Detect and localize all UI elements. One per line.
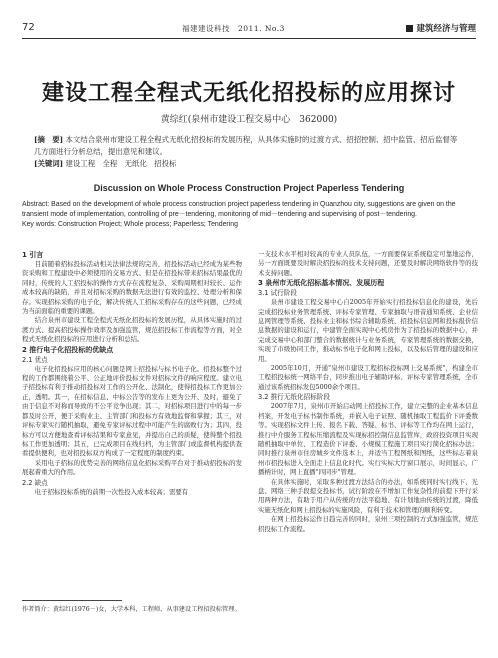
- abstract-label: [摘 要]: [34, 135, 64, 144]
- author-footnote: 作者简介：黄综红(1976－)女，大学本科，工程师，从事建设工程招投标管理。: [22, 606, 241, 613]
- subsection-heading: 2.1 优点: [22, 355, 48, 364]
- body-paragraph: 目前随着招标投标活动相关法律法规的完善，招投标活动已经成为某些物资采购和工程建设中必须使用的交易方式。但是在招投标带来招标结果最优的同时，传统的人工招投标的操作方式存在流程复杂、采购周期相对较长、运作成本较高的缺陷，并且对招标采购的数据无法进行有效的监控、处理分析和保存。实现招标采购的电子化，解决传统人工招标采购存在的这些问题，已经成为当前面临的重要的课题。: [22, 260, 242, 316]
- section-heading: 2 推行电子化招投标的优缺点: [22, 345, 114, 354]
- body-paragraph: 电子化招投标应用的核心问题是网上招投标与标书电子化。招投标整个过程的工作都围绕着公平、公正地评价投标文件对招标文件的响应程度。建立电子招投标有利于推动招投标对工作的公开化、法制化，使得招投标工作更加公正，透明。其一，在招标信息、中标公告等的发布上更为公开、及时，避免了由于信息不对称而导致的不公平竞争出现；其二，对招标项目进行中的每一步都及时公开，便于采购业主、主管部门和投标方有效地监督和掌握；其三，对评标专家实行随机抽取，避免专家评标过程中可能产生的腐败行为；其四，投标方可以方便地查看评标结果和专家意见，并提出自己的质疑，使得整个招投标工作更加透明；其五，已完成项目在线归档，为主管部门或监督机构提供查看提供便利，也对招投标双方构成了一定程度的制度约束。: [22, 364, 242, 458]
- english-keywords-label: Key words:: [22, 221, 57, 228]
- body-paragraph: 在网上招投标运作日趋完善的同时，泉州三项控制的方式加强监管，规范招投标工作流程。: [258, 515, 478, 533]
- section-heading: 1 引言: [22, 251, 44, 259]
- body-columns: [22, 250, 478, 630]
- english-title: Discussion on Whole Process Construction Project Paperless Tendering: [93, 183, 405, 193]
- english-abstract-paragraph: [22, 200, 476, 220]
- english-abstract-label: Abstract:: [22, 201, 50, 208]
- body-paragraph: 泉州市建设工程交易中心自2005年开始实行招投标信息化的建设，先后完成招投标业务管理系统、评标专家管理、专家抽取与语音通知系统、企业信息网管理等系统、投标业主和标书综合辅助系统、招投标信息网和投标报价信息数据的建设和运行，中建管全面实现中心机房作为了招投标的数据中心，并完成交易中心和部门整合的数据统计与业务系统，专家管理系统的数据交换，实现了市级协同工作，推动标书电子化和网上投标，以及标后管理的建设和应用。: [258, 298, 478, 363]
- page-number: 72: [22, 22, 35, 33]
- running-header: [22, 20, 476, 36]
- body-paragraph: 采用电子招标的优势完善的网络信息化招标采购平台对于推动招投标的发展起着重大的作用。: [22, 458, 242, 477]
- body-paragraph: 一支技术水平相对较高的专业人员队伍，一方面要保证系统稳定可靠地运作，另一方面既要及时解决招投标的技术支持问题，还要及时解决网络软件等的技术支持问题。: [258, 250, 478, 277]
- left-column: [22, 250, 242, 497]
- section-heading: 3 泉州市无纸化招标基本情况、发展历程: [258, 279, 385, 288]
- body-paragraph: 2005年10月，开通"泉州市建设工程招标投标网上交易系统"，构建全市工程招投标统一网络平台，同步推出电子辅助评标、评标专家管理系统，全市通过该系统招标发包5000余个项目。: [258, 364, 478, 391]
- section-name: [406, 22, 476, 34]
- journal-name: 福建建设科技 2011. No.3: [182, 24, 285, 33]
- subsection-heading: 3.2 推行无纸化招标阶段: [258, 393, 330, 402]
- footnote-rule: [22, 600, 122, 601]
- keywords-label: [关键词]: [34, 159, 64, 168]
- subsection-heading: 3.1 试行阶段: [258, 289, 297, 298]
- english-abstract: [22, 200, 476, 230]
- english-abstract-text: Based on the development of whole process construction project paperless tendering in Quanzhou city, suggestions are given on the transient mode of implementation, controlling of pre－tendering, monitoring of mid－tendering and supervising of post－tendering.: [22, 201, 456, 218]
- author-line: 黄综红(泉州市建设工程交易中心 362000): [160, 115, 338, 125]
- keywords-text: 建设工程 全程 无纸化 招投标: [65, 159, 177, 168]
- english-keywords-text: Construction Project; Whole process; Paperless; Tendering: [58, 221, 238, 228]
- abstract-text: 本文结合泉州市建设工程全程式无纸化招投标的发展历程，从具体实施时的过渡方式、招招控制、招中监管、招后监督等几方面进行分析总结，提出意见和建议。: [34, 135, 458, 156]
- english-keywords-paragraph: [22, 220, 476, 230]
- article-title: 建设工程全程式无纸化招投标的应用探讨: [41, 81, 456, 106]
- square-bullet-icon: [406, 25, 413, 32]
- header-rule: [22, 38, 476, 39]
- body-paragraph: 结合泉州市建设工程全程式无纸化招投标的发展历程，从具体实施时的过渡方式、提高招投标操作效率及加强监管，规范招投标工作流程等方面，对全程式无纸化招投标的应用进行分析和总结。: [22, 316, 242, 344]
- subsection-heading: 2.2 缺点: [22, 478, 48, 487]
- body-paragraph: 电子招标投标系统的前期一次性投入成本较高；需要有: [34, 487, 189, 496]
- right-column: [258, 250, 478, 534]
- body-paragraph: 在具体实施时，采取多种过渡方法结合的办法，如系统同时实行线下、光盘、网络三种手段提交投标书，试行阶段在不增加工作复杂性的前提下开行采用两种方法，有助于用户从传统的方法平稳地、有计划地由传统的过渡，降低实施无纸化和网上招投标的实施风险，有利于技术和管理的顺利转变。: [258, 477, 478, 514]
- chinese-abstract: [34, 134, 464, 170]
- abstract-paragraph: [34, 134, 464, 158]
- body-paragraph: 2007年7月，泉州市开始启动网上招投标工作，建立完整的企业基本信息档案，开发电子标书制作系统，并嵌入电子证照、随机抽取工程监价下评委数等。实现招标文件上传、报名下载、答疑、标书、评标等工作均在网上运行，推行中介服务工程标压缩流程及实现标招控制信息监管库，政府投资项目实现随机抽取中单位、工程造价下评委、小规模工程施工项目实行简化招标办法；同时推行泉州市住房城乡文件选本上，并适当工程图纸和图纸，这些标志着泉州市招投标进入全面走上信息化时代。实行实标大厅窗口展示，时间显示，广播柄计时，网上直播"四同步"管理。: [258, 402, 478, 477]
- keywords-paragraph: [34, 158, 464, 170]
- section-label: 建筑经济与管理: [416, 24, 476, 34]
